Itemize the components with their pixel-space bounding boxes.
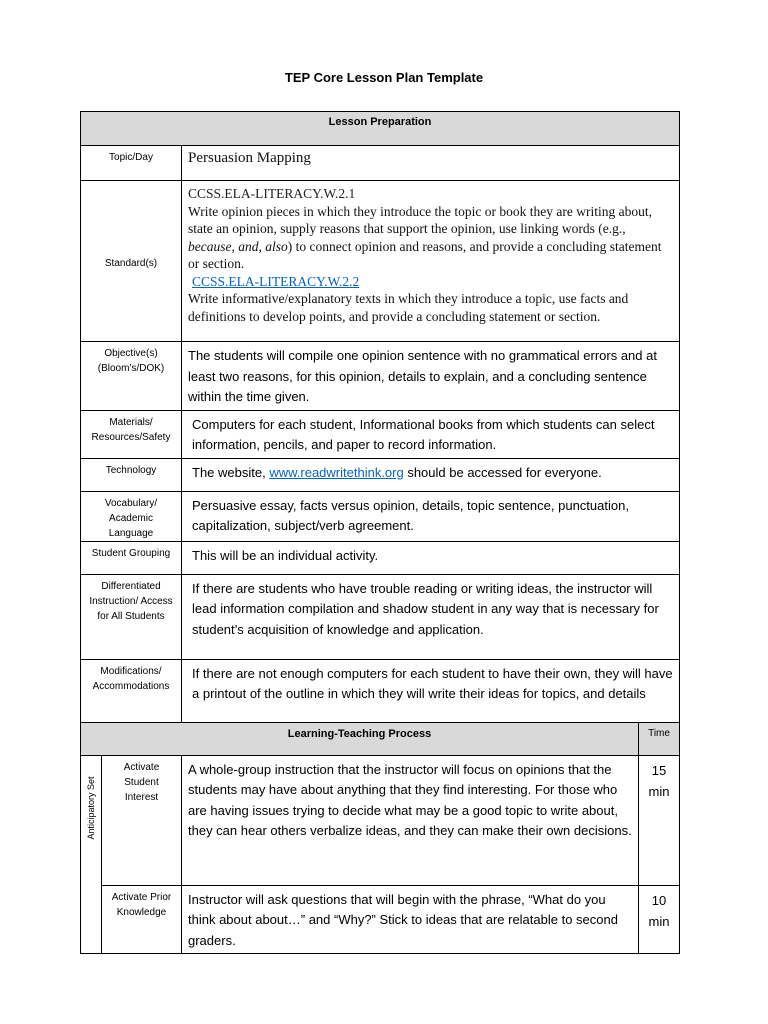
lesson-preparation-header: Lesson Preparation: [81, 112, 680, 146]
example-separator-2: ,: [258, 238, 266, 254]
standard-1-text-end: ) to connect opinion and reasons, and provide a concluding statement or section.: [188, 238, 662, 271]
vocabulary-label: [81, 491, 182, 541]
technology-text-before: The website,: [192, 464, 270, 480]
standard-1-code: CCSS.ELA-LITERACY.W.2.1: [188, 186, 356, 201]
learning-teaching-process-header: Learning-Teaching Process: [81, 722, 639, 755]
time-header: Time: [639, 722, 680, 755]
document-title: TEP Core Lesson Plan Template: [284, 70, 484, 85]
prior-knowledge-label: [102, 885, 182, 954]
grouping-label: Student Grouping: [81, 541, 182, 574]
vocabulary-label-line-1: Vocabulary/: [104, 497, 158, 509]
differentiated-label-line-2: Instruction/ Access: [89, 595, 173, 607]
standards-value: [182, 181, 680, 342]
activate-interest-label-line-3: Interest: [124, 791, 159, 803]
standards-label: Standard(s): [81, 181, 182, 342]
lesson-preparation-header-row: [81, 112, 680, 146]
objective-label-line-1: Objective(s): [104, 348, 158, 359]
vocabulary-value: Persuasive essay, facts versus opinion, details, topic sentence, punctuation, capitalization, subject/verb agreement.: [182, 491, 680, 541]
standard-2-text: Write informative/explanatory texts in which they introduce a topic, use facts and definitions to develop points, and provide a concluding statement or section.: [188, 291, 629, 324]
activate-interest-time-number: 15: [651, 762, 667, 778]
vocabulary-label-line-3: Language: [108, 527, 154, 539]
lesson-plan-table: [80, 111, 680, 954]
example-separator-1: ,: [231, 238, 239, 254]
technology-row: [81, 458, 680, 491]
modifications-label-line-1: Modifications/: [100, 665, 162, 677]
differentiated-label-line-1: Differentiated: [101, 580, 161, 592]
prior-knowledge-time: [639, 885, 680, 954]
activate-interest-time-unit: min: [648, 783, 670, 799]
standard-1-text-start: Write opinion pieces in which they introduce the topic or book they are writing about, state an opinion, supply reasons that support the opinion, use linking words (e.g.,: [188, 203, 652, 236]
materials-label: [81, 410, 182, 458]
standards-row: [81, 181, 680, 342]
website-link[interactable]: www.readwritethink.org: [269, 464, 404, 480]
objective-label-line-2: (Bloom’s/DOK): [97, 363, 165, 374]
grouping-value: This will be an individual activity.: [182, 541, 680, 574]
differentiated-label: [81, 574, 182, 659]
activate-interest-label-line-2: Student: [124, 776, 159, 788]
grouping-row: [81, 541, 680, 574]
differentiated-value: If there are students who have trouble reading or writing ideas, the instructor will lead information compilation and shadow student in any way that is necessary for student’s acquisition of knowledge and application.: [182, 574, 680, 659]
activate-interest-label: [102, 755, 182, 885]
materials-label-line-2: Resources/Safety: [91, 431, 171, 443]
example-and: and: [238, 238, 259, 254]
topic-value: Persuasion Mapping: [182, 146, 680, 181]
objective-row: [81, 342, 680, 411]
objective-value: The students will compile one opinion sentence with no grammatical errors and at least two reasons, for this opinion, details to explain, and a concluding sentence within the time given.: [182, 342, 680, 411]
materials-value: Computers for each student, Informational books from which students can select information, pencils, and paper to record information.: [182, 410, 680, 458]
technology-label: Technology: [81, 458, 182, 491]
activate-interest-label-line-1: Activate: [123, 761, 160, 773]
activate-interest-value: A whole-group instruction that the instructor will focus on opinions that the students may have about anything that they find interesting. For those who are having issues trying to decide what may be a good topic to write about, they can hear others verbalize ideas, and they can make their own decisions.: [182, 755, 639, 885]
process-row-prior-knowledge: [81, 885, 680, 954]
anticipatory-set-label: Anticipatory Set: [86, 775, 96, 840]
prior-knowledge-time-unit: min: [648, 913, 670, 929]
technology-text-after: should be accessed for everyone.: [403, 464, 602, 480]
modifications-label-line-2: Accommodations: [92, 680, 170, 692]
vocabulary-row: [81, 491, 680, 541]
example-also: also: [265, 238, 288, 254]
modifications-row: [81, 659, 680, 722]
objective-label: [81, 342, 182, 411]
activate-interest-time: [639, 755, 680, 885]
modifications-value: If there are not enough computers for each student to have their own, they will have a printout of the outline in which they will write their ideas for topics, and details: [182, 659, 680, 722]
process-header-row: [81, 722, 680, 755]
prior-knowledge-value: Instructor will ask questions that will begin with the phrase, “What do you think about about…” and “Why?” Stick to ideas that are relatable to second graders.: [182, 885, 639, 954]
differentiated-label-line-3: for All Students: [97, 610, 165, 622]
topic-label: Topic/Day: [81, 146, 182, 181]
modifications-label: [81, 659, 182, 722]
example-because: because: [188, 238, 232, 254]
prior-knowledge-label-line-2: Knowledge: [116, 906, 167, 918]
topic-row: [81, 146, 680, 181]
standard-2-link[interactable]: CCSS.ELA-LITERACY.W.2.2: [192, 273, 360, 289]
materials-label-line-1: Materials/: [109, 416, 153, 428]
differentiated-row: [81, 574, 680, 659]
standard-1-text: [188, 203, 675, 273]
process-row-activate-interest: [81, 755, 680, 885]
prior-knowledge-time-number: 10: [651, 892, 667, 908]
anticipatory-set-cell: [81, 755, 102, 954]
materials-row: [81, 410, 680, 458]
vocabulary-label-line-2: Academic: [109, 512, 153, 524]
technology-value: [182, 458, 680, 491]
prior-knowledge-label-line-1: Activate Prior: [111, 891, 172, 903]
